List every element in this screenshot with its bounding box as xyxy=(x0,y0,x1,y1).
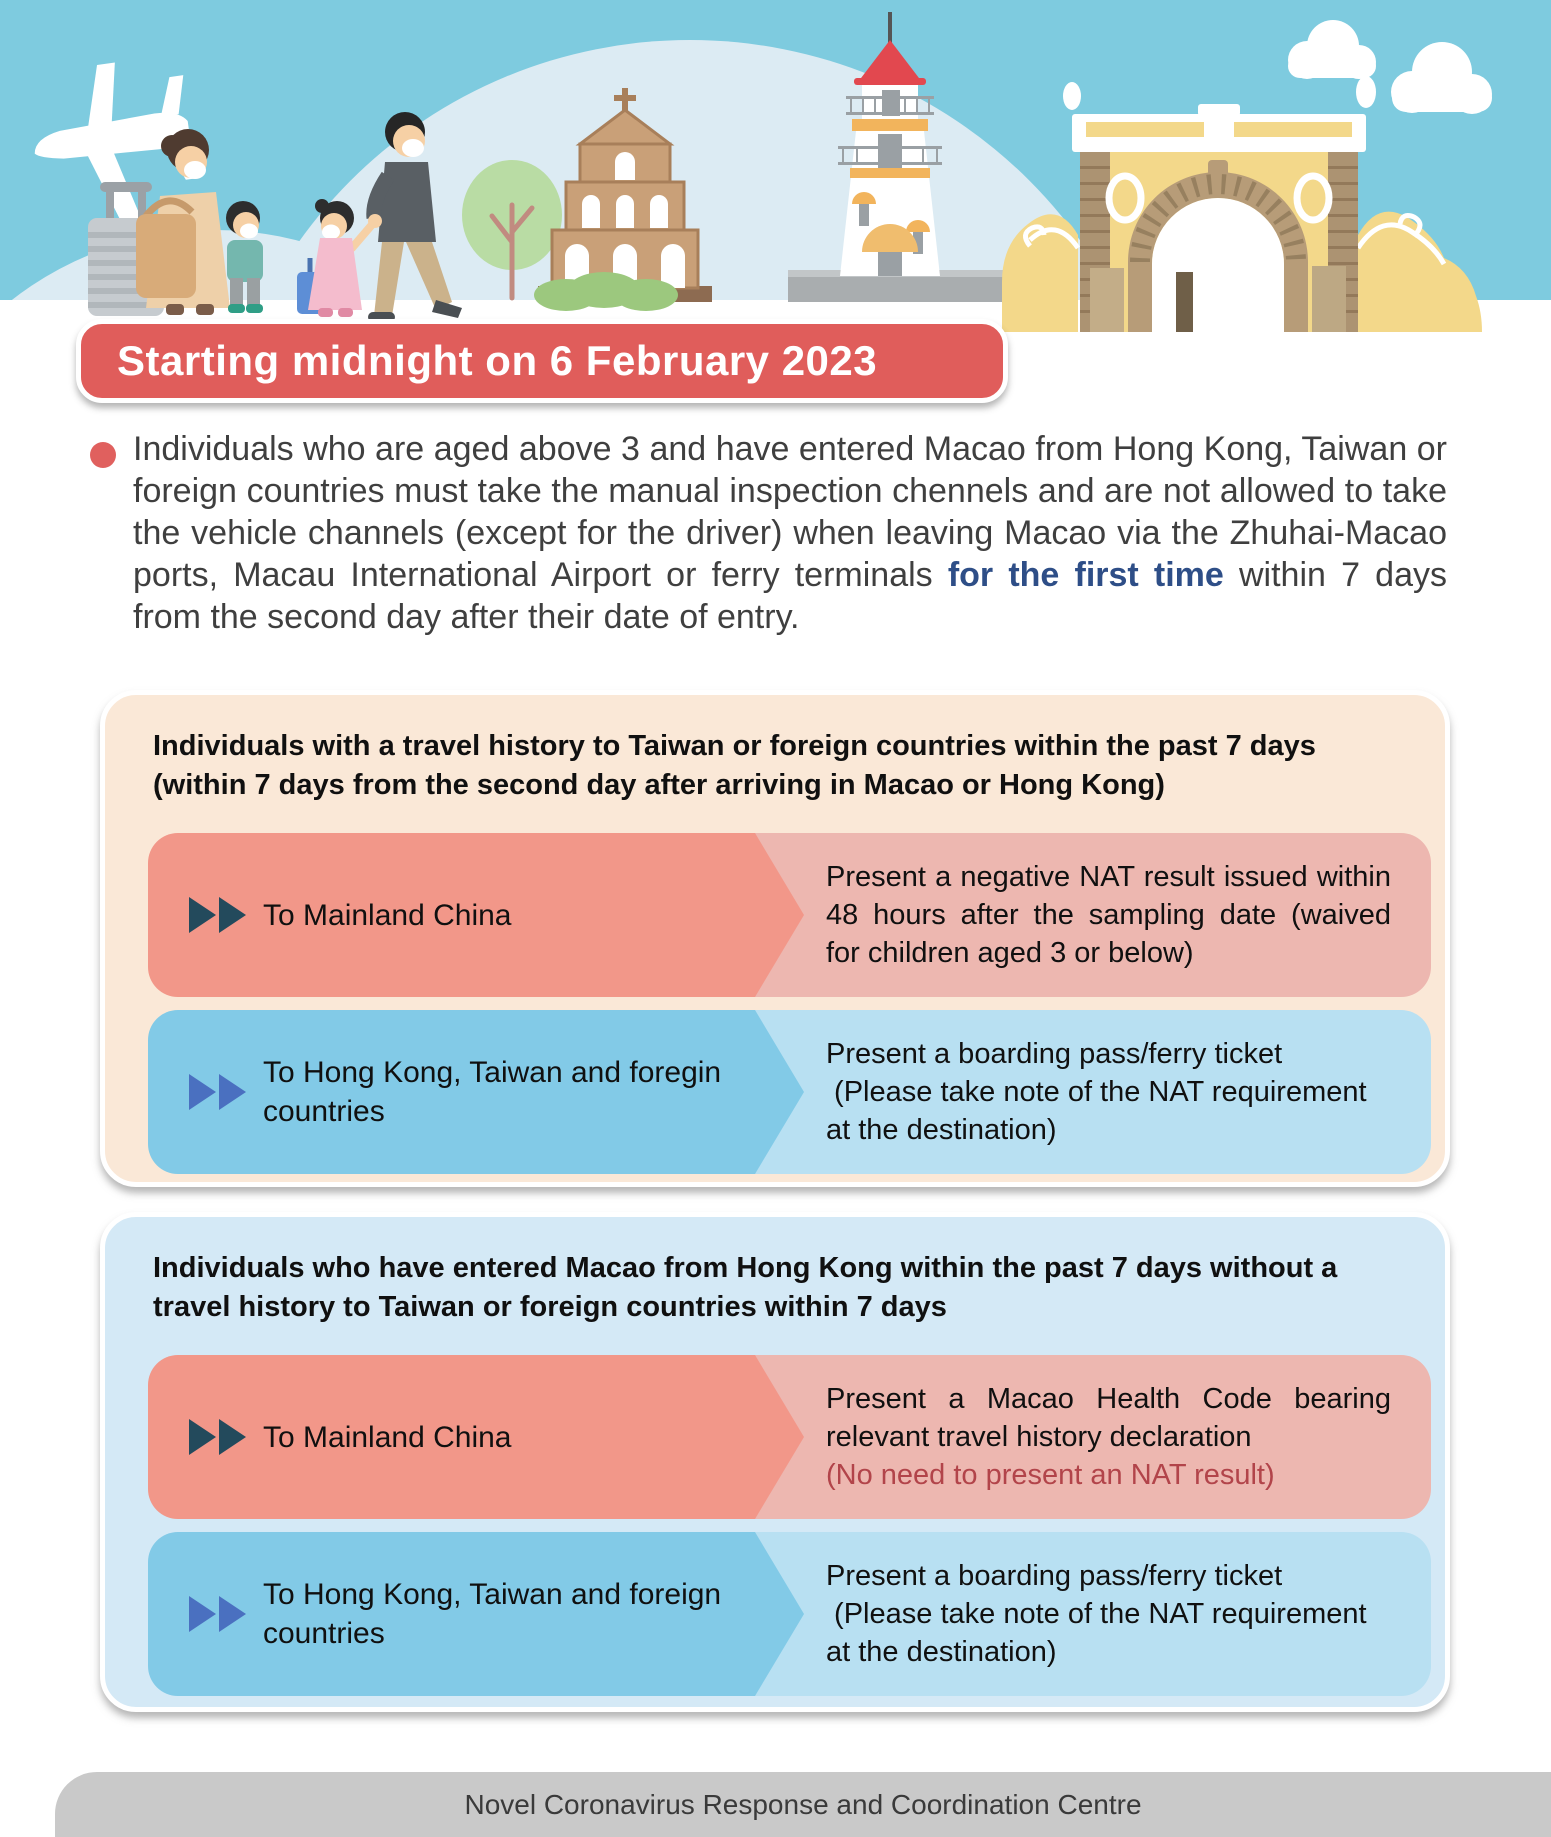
footer-text: Novel Coronavirus Response and Coordination Centre xyxy=(464,1788,1142,1820)
requirement-text: Present a negative NAT result issued within 48 hours after the sampling date (waived for children aged 3 or below) xyxy=(826,861,1391,969)
destination-label xyxy=(148,833,755,997)
destination-text: To Mainland China xyxy=(263,1420,512,1454)
destination-text: To Mainland China xyxy=(263,898,512,932)
requirement-line: Present a boarding pass/ferry ticket xyxy=(826,1038,1283,1070)
requirement-content xyxy=(755,1532,1431,1696)
double-chevron-icon xyxy=(189,1596,246,1632)
double-chevron-icon xyxy=(189,1419,246,1455)
requirement-content xyxy=(755,1355,1431,1519)
requirement-note: (No need to present an NAT result) xyxy=(826,1459,1275,1491)
rule-row-mainland-china xyxy=(148,833,1431,997)
requirement-line: (Please take note of the NAT requirement xyxy=(826,1598,1367,1630)
requirement-line: (Please take note of the NAT requirement xyxy=(826,1076,1367,1108)
requirement-line: at the destination) xyxy=(826,1114,1057,1146)
double-chevron-icon xyxy=(189,1074,246,1110)
section-title: Individuals with a travel history to Taiwan or foreign countries within the past 7 days (within 7 days from the second day after arriving in Macao or Hong Kong) xyxy=(153,730,1316,801)
requirement-content xyxy=(755,1010,1431,1174)
intro-text-after: within 7 days from the second day after their date of entry. xyxy=(133,556,1447,636)
destination-text: To Hong Kong, Taiwan and foreign countries xyxy=(263,1578,722,1650)
destination-text: To Hong Kong, Taiwan and foregin countries xyxy=(263,1056,722,1128)
destination-label xyxy=(148,1010,755,1174)
destination-label xyxy=(148,1355,755,1519)
intro-text-before: Individuals who are aged above 3 and have entered Macao from Hong Kong, Taiwan or foreign countries must take the manual inspection chennels and are not allowed to take the vehicle channels (except for the driver) when leaving Macao via the Zhuhai-Macao ports, Macau International Airport or ferry terminals xyxy=(133,430,1447,594)
rule-row-hk-taiwan-foreign xyxy=(148,1010,1431,1174)
intro-text xyxy=(133,428,1447,638)
bullet-icon xyxy=(90,442,116,468)
destination-label xyxy=(148,1532,755,1696)
intro-paragraph xyxy=(85,428,1447,638)
intro-text-highlight: for the first time xyxy=(947,556,1224,594)
date-banner-text: Starting midnight on 6 February 2023 xyxy=(117,337,878,384)
rule-row-mainland-china xyxy=(148,1355,1431,1519)
requirement-line: Present a boarding pass/ferry ticket xyxy=(826,1560,1283,1592)
requirement-content xyxy=(755,833,1431,997)
requirement-text: Present a Macao Health Code bearing relevant travel history declaration xyxy=(826,1383,1391,1453)
footer-bar xyxy=(55,1772,1551,1837)
date-banner xyxy=(76,319,1008,403)
section-title: Individuals who have entered Macao from Hong Kong within the past 7 days without a travel history to Taiwan or foreign countries within 7 days xyxy=(153,1252,1338,1323)
header-illustration xyxy=(0,0,1551,345)
section-travel-history-taiwan-foreign xyxy=(100,690,1450,1187)
section-entered-from-hong-kong xyxy=(100,1212,1450,1712)
double-chevron-icon xyxy=(189,897,246,933)
rule-row-hk-taiwan-foreign xyxy=(148,1532,1431,1696)
requirement-line: at the destination) xyxy=(826,1636,1057,1668)
